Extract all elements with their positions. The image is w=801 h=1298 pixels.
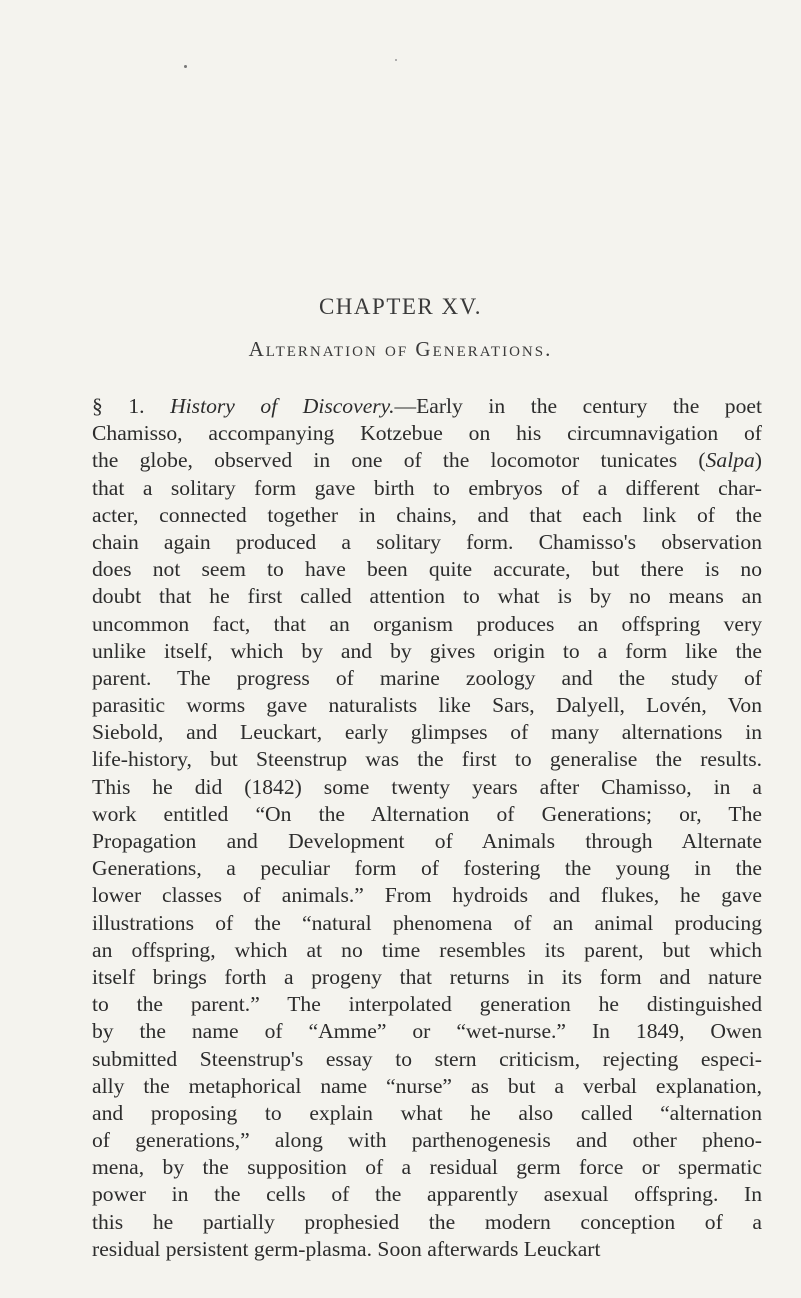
text-line: to the parent.” The interpolated generation he distinguished [92,992,762,1017]
text-line: of generations,” along with parthenogenesis and other pheno- [92,1128,762,1153]
text-line: ally the metaphorical name “nurse” as but a verbal explanation, [92,1073,762,1098]
text-line: itself brings forth a progeny that returns in its form and nature [92,964,762,989]
text-line: Generations, a peculiar form of fostering the young in the [92,856,762,881]
text-line: that a solitary form gave birth to embryos of a different char- [92,475,762,500]
text-line: parent. The progress of marine zoology and the study of [92,665,762,690]
text-line: uncommon fact, that an organism produces an offspring very [92,611,762,636]
chapter-title: Alternation of Generations. [248,337,553,361]
text-line: Propagation and Development of Animals through Alternate [92,829,762,853]
text-line: This he did (1842) some twenty years after Chamisso, in a [92,774,762,799]
text-line: by the name of “Amme” or “wet-nurse.” In 1849, Owen [92,1019,762,1044]
text-line: Siebold, and Leuckart, early glimpses of many alternations in [92,720,762,745]
text-line-content: —Early in the century the poet [394,394,762,418]
section-mark: § 1. [92,394,145,418]
text-line: illustrations of the “natural phenomena of an animal producing [92,910,762,935]
body-paragraph [92,393,762,1263]
text-line: acter, connected together in chains, and that each link of the [92,502,762,527]
text-line [92,393,762,420]
print-speck [184,65,187,68]
text-line: doubt that he first called attention to what is by no means an [92,584,762,609]
section-heading: History of Discovery. [170,394,395,418]
text-line: does not seem to have been quite accurate, but there is no [92,557,762,582]
text-line: submitted Steenstrup's essay to stern criticism, rejecting especi- [92,1046,762,1071]
text-line: residual persistent germ-plasma. Soon afterwards Leuckart [92,1236,601,1261]
text-line: this he partially prophesied the modern conception of a [92,1209,762,1234]
text-line: chain again produced a solitary form. Chamisso's observation [92,529,762,554]
print-speck [395,59,397,61]
text-line: work entitled “On the Alternation of Generations; or, The [92,801,762,826]
text-line: parasitic worms gave naturalists like Sars, Dalyell, Lovén, Von [92,693,762,718]
text-line [92,447,762,474]
text-line: life-history, but Steenstrup was the first to generalise the results. [92,747,762,772]
text-line: lower classes of animals.” From hydroids and flukes, he gave [92,883,762,908]
text-line: power in the cells of the apparently asexual offspring. In [92,1182,762,1207]
chapter-heading: CHAPTER XV. [318,294,483,319]
text-line: and proposing to explain what he also called “alternation [92,1100,762,1125]
text-line: unlike itself, which by and by gives origin to a form like the [92,638,762,663]
text-line: an offspring, which at no time resembles its parent, but which [92,937,762,962]
text-line-content: ) [754,448,762,473]
text-line-content: the globe, observed in one of the locomotor tunicates ( [92,448,706,473]
genus-name: Salpa [705,448,755,473]
text-line: Chamisso, accompanying Kotzebue on his circumnavigation of [92,421,762,446]
text-line: mena, by the supposition of a residual germ force or spermatic [92,1155,762,1180]
